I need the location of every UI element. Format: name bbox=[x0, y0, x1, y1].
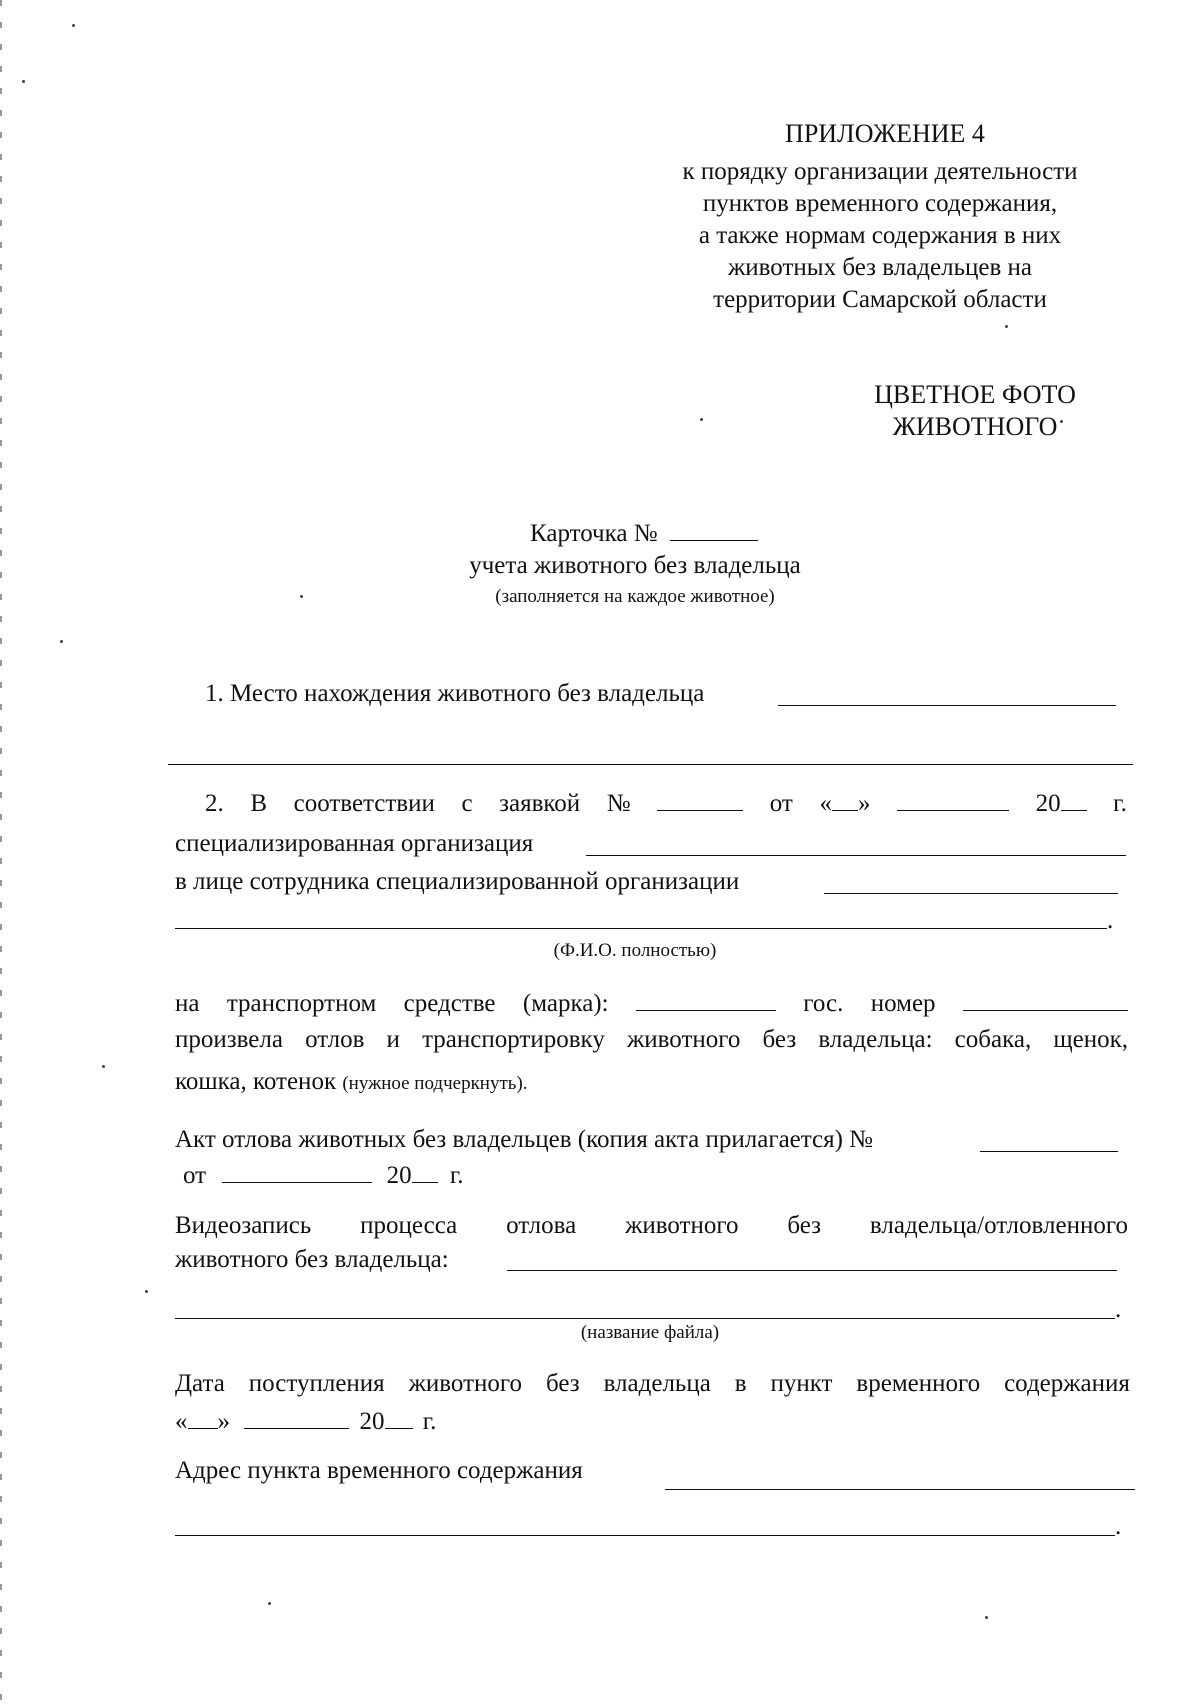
transport-word: транспортном bbox=[226, 990, 377, 1017]
photo-label: ЖИВОТНОГО bbox=[892, 412, 1058, 441]
arrival-word: без bbox=[545, 1370, 580, 1397]
animal-types: кошка, котенок bbox=[175, 1068, 337, 1095]
request-day-field[interactable] bbox=[832, 786, 858, 811]
file-caption: (название файла) bbox=[580, 1322, 720, 1343]
scan-speck bbox=[300, 595, 303, 598]
item2-word: соответствии bbox=[293, 790, 435, 817]
item2-word: заявкой bbox=[499, 790, 581, 817]
arrival-day-field[interactable] bbox=[188, 1404, 218, 1429]
card-number-field[interactable] bbox=[670, 516, 758, 541]
card-subtitle: учета животного без владельца bbox=[469, 552, 801, 579]
video-word: Видеозапись bbox=[175, 1212, 312, 1239]
address-field-line2[interactable] bbox=[175, 1535, 1115, 1536]
scan-speck bbox=[60, 640, 63, 643]
arrival-year-prefix: 20 bbox=[359, 1408, 385, 1435]
request-month-field[interactable] bbox=[897, 786, 1009, 811]
underline-note: (нужное подчеркнуть). bbox=[342, 1073, 528, 1094]
quote-close: » bbox=[857, 790, 871, 817]
item2-word: В bbox=[250, 790, 268, 817]
arrival-word: содержания bbox=[1004, 1370, 1130, 1397]
arrival-word: Дата bbox=[175, 1370, 225, 1397]
arrival-year-field[interactable] bbox=[385, 1404, 413, 1429]
transport-word: на bbox=[175, 990, 200, 1017]
transport-word: номер bbox=[870, 990, 936, 1017]
act-year-suffix: г. bbox=[449, 1162, 464, 1189]
scan-speck bbox=[72, 24, 75, 27]
act-number-field[interactable] bbox=[980, 1151, 1118, 1152]
act-label: Акт отлова животных без владельцев (копия акта прилагается) № bbox=[175, 1126, 874, 1153]
scan-speck bbox=[1005, 325, 1008, 328]
video-label2: животного без владельца: bbox=[175, 1246, 449, 1273]
request-year-field[interactable] bbox=[1061, 786, 1087, 811]
item2-line bbox=[205, 786, 1127, 820]
arrival-line bbox=[175, 1368, 1130, 1400]
transport-word: гос. bbox=[803, 990, 844, 1017]
address-label: Адрес пункта временного содержания bbox=[175, 1457, 583, 1484]
vehicle-number-field[interactable] bbox=[963, 986, 1128, 1011]
scan-speck bbox=[145, 1290, 148, 1293]
year-suffix: г. bbox=[1113, 790, 1127, 817]
item2-word: 2. bbox=[205, 790, 224, 817]
appendix-subtitle-line: а также нормам содержания в них bbox=[698, 222, 1062, 249]
video-line bbox=[175, 1210, 1128, 1242]
arrival-year-suffix: г. bbox=[422, 1408, 437, 1435]
item2-word: от bbox=[769, 790, 793, 817]
scan-speck bbox=[700, 418, 703, 421]
scan-speck bbox=[22, 80, 25, 83]
capture-text-line2 bbox=[175, 1066, 528, 1100]
location-field[interactable] bbox=[778, 705, 1116, 706]
transport-line bbox=[175, 986, 1128, 1020]
vehicle-brand-field[interactable] bbox=[636, 986, 776, 1011]
request-year bbox=[1036, 786, 1087, 820]
scan-speck bbox=[1060, 420, 1063, 423]
request-number-field[interactable] bbox=[657, 786, 743, 811]
arrival-word: поступления bbox=[248, 1370, 385, 1397]
card-title bbox=[530, 516, 758, 550]
scan-speck bbox=[985, 1616, 988, 1619]
appendix-subtitle-line: пунктов временного содержания, bbox=[702, 190, 1058, 217]
employee-field[interactable] bbox=[824, 893, 1118, 894]
address-period: . bbox=[1115, 1513, 1122, 1540]
employee-period: . bbox=[1107, 907, 1114, 934]
arrival-word: в bbox=[734, 1370, 747, 1397]
arrival-date-line bbox=[175, 1404, 436, 1438]
act-year-prefix: 20 bbox=[386, 1162, 412, 1189]
year-prefix: 20 bbox=[1035, 790, 1061, 817]
video-word: без bbox=[787, 1212, 822, 1239]
item2-number-sign: № bbox=[606, 790, 631, 817]
arrival-word: временного bbox=[856, 1370, 981, 1397]
video-period: . bbox=[1115, 1296, 1122, 1323]
quote-open: « bbox=[819, 790, 832, 817]
scan-edge bbox=[0, 0, 2, 1705]
scan-speck bbox=[268, 1602, 271, 1605]
quote-close: » bbox=[217, 1408, 230, 1435]
video-word: отлова bbox=[506, 1212, 577, 1239]
fio-caption: (Ф.И.О. полностью) bbox=[553, 940, 717, 961]
capture-text: произвела отлов и транспортировку животного без владельца: собака, щенок, bbox=[175, 1026, 1128, 1053]
arrival-word: владельца bbox=[603, 1370, 711, 1397]
org-label: специализированная организация bbox=[175, 830, 534, 857]
item1-label: 1. Место нахождения животного без владельца bbox=[205, 680, 705, 707]
act-year-field[interactable] bbox=[412, 1158, 438, 1183]
appendix-subtitle-line: животных без владельцев на bbox=[728, 254, 1032, 281]
item2-word: с bbox=[461, 790, 473, 817]
org-field[interactable] bbox=[586, 855, 1126, 856]
act-ot: от bbox=[183, 1162, 207, 1189]
scan-speck bbox=[102, 1065, 105, 1068]
video-word: животного bbox=[625, 1212, 739, 1239]
employee-field-line2[interactable] bbox=[175, 928, 1107, 929]
video-word: владельца/отловленного bbox=[869, 1212, 1128, 1239]
employee-label: в лице сотрудника специализированной организации bbox=[175, 868, 740, 895]
quote-open: « bbox=[175, 1408, 188, 1435]
act-date-line bbox=[183, 1158, 464, 1192]
appendix-subtitle-line: территории Самарской области bbox=[713, 286, 1047, 313]
photo-label: ЦВЕТНОЕ ФОТО bbox=[874, 380, 1076, 409]
video-field[interactable] bbox=[507, 1270, 1117, 1271]
address-field[interactable] bbox=[665, 1489, 1135, 1490]
transport-word: (марка): bbox=[522, 990, 609, 1017]
arrival-word: пункт bbox=[770, 1370, 833, 1397]
video-field-line2[interactable] bbox=[175, 1318, 1115, 1319]
arrival-word: животного bbox=[408, 1370, 523, 1397]
video-word: процесса bbox=[360, 1212, 458, 1239]
card-note: (заполняется на каждое животное) bbox=[495, 586, 775, 607]
appendix-title: ПРИЛОЖЕНИЕ 4 bbox=[785, 119, 985, 148]
appendix-subtitle-line: к порядку организации деятельности bbox=[682, 158, 1078, 185]
transport-word: средстве bbox=[403, 990, 496, 1017]
arrival-month-field[interactable] bbox=[244, 1404, 349, 1429]
location-field-line2[interactable] bbox=[168, 764, 1133, 765]
card-title-text: Карточка № bbox=[530, 520, 658, 547]
act-date-field[interactable] bbox=[222, 1158, 372, 1183]
request-day bbox=[819, 786, 870, 820]
